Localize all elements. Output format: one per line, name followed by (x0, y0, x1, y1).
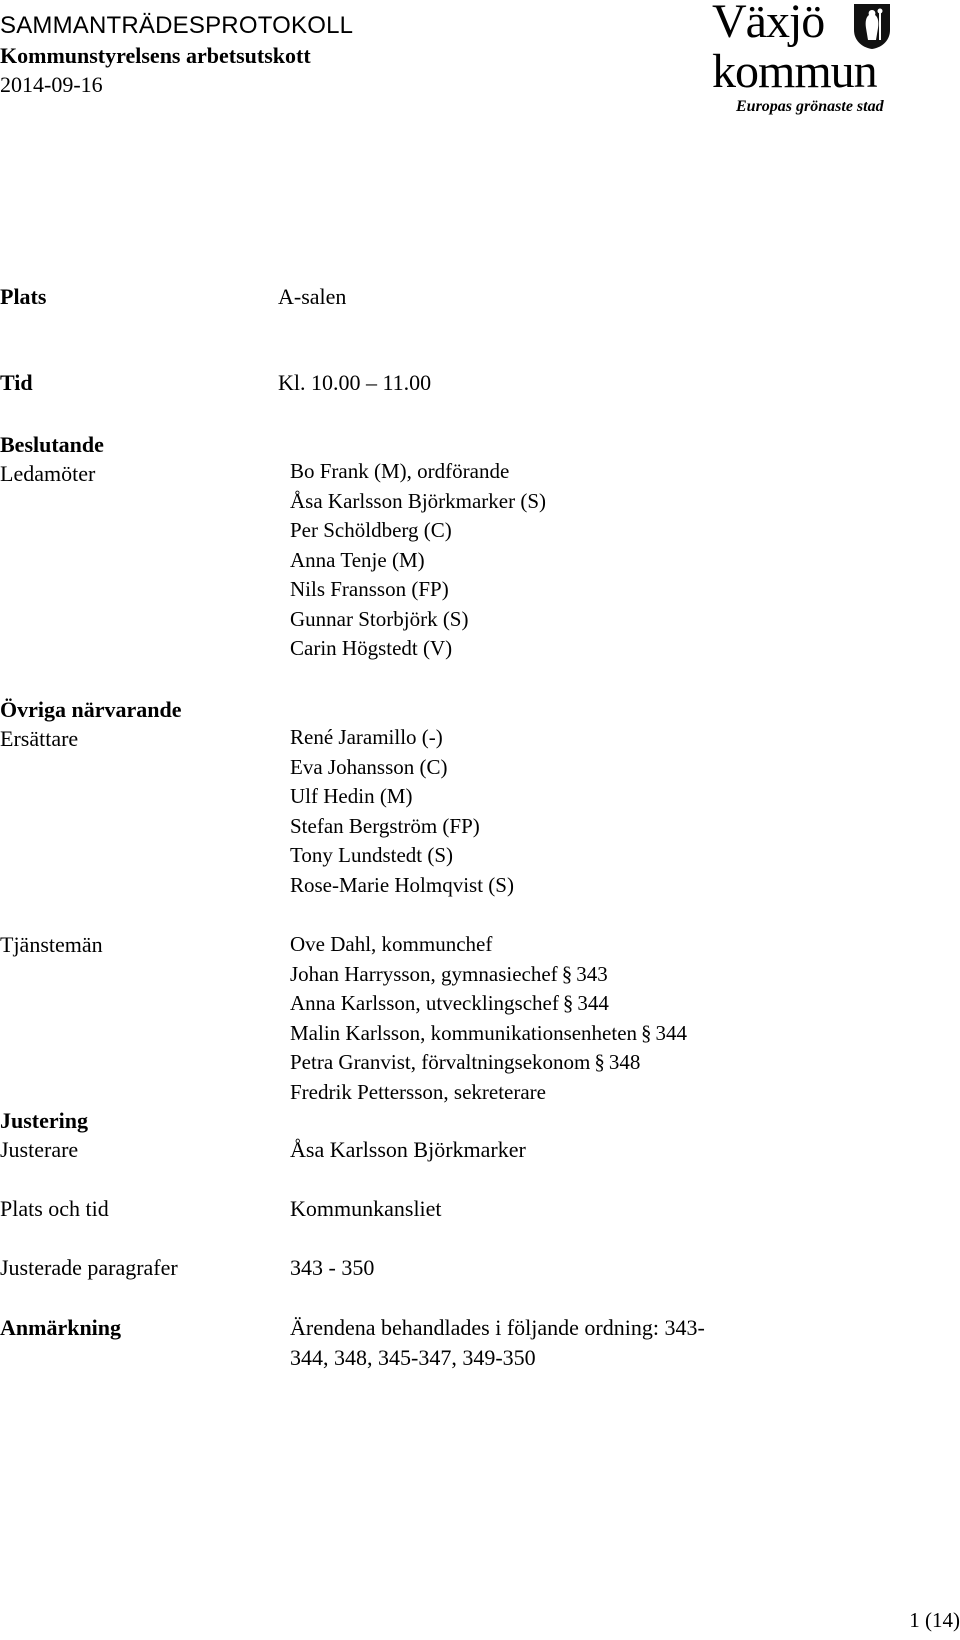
member-item: Bo Frank (M), ordförande (290, 459, 510, 483)
member-item: Åsa Karlsson Björkmarker (S) (290, 488, 547, 513)
adjuster-value: Åsa Karlsson Björkmarker (290, 1137, 526, 1162)
logo-word-vaxjo: Växjö (712, 0, 825, 48)
member-item: Per Schöldberg (C) (290, 518, 452, 542)
logo-tagline: Europas grönaste stad (736, 98, 884, 115)
section-sign-icon: § (641, 1020, 652, 1045)
document-type: SAMMANTRÄDESPROTOKOLL (0, 12, 354, 39)
place-time-value: Kommunkansliet (290, 1196, 442, 1221)
official-section: 344 (655, 1020, 688, 1045)
substitute-item: Stefan Bergström (FP) (290, 813, 480, 838)
substitute-item: René Jaramillo (-) (290, 725, 443, 749)
coat-of-arms-icon (852, 2, 892, 50)
member-item: Anna Tenje (M) (290, 547, 425, 572)
officials-label: Tjänstemän (0, 932, 103, 957)
substitutes-list (290, 723, 514, 900)
official-section: 344 (577, 991, 609, 1015)
note-label: Anmärkning (0, 1315, 122, 1340)
section-sign-icon: § (594, 1050, 605, 1074)
official-text: Fredrik Pettersson, sekreterare (290, 1079, 546, 1104)
official-section: 343 (576, 961, 608, 986)
official-section: 348 (608, 1050, 641, 1074)
section-sign-icon: § (561, 961, 573, 986)
deciding-heading: Beslutande (0, 432, 104, 457)
place-time-label: Plats och tid (0, 1196, 109, 1221)
member-item: Carin Högstedt (V) (290, 636, 453, 660)
members-list (290, 457, 546, 664)
substitute-item: Eva Johansson (C) (290, 754, 448, 779)
official-item (290, 1019, 687, 1049)
official-item (290, 960, 687, 990)
paragraphs-value: 343 - 350 (290, 1255, 375, 1280)
substitute-item: Rose-Marie Holmqvist (S) (290, 872, 514, 897)
official-text: Ove Dahl, kommunchef (290, 932, 493, 956)
meeting-date: 2014-09-16 (0, 72, 103, 97)
substitutes-label: Ersättare (0, 726, 79, 751)
adjuster-label: Justerare (0, 1137, 79, 1162)
time-value: Kl. 10.00 – 11.00 (278, 370, 432, 395)
place-label: Plats (0, 284, 47, 309)
member-item: Gunnar Storbjörk (S) (290, 606, 469, 631)
note-line-1: Ärendena behandlades i följande ordning: 343- (290, 1315, 705, 1340)
official-item (290, 1048, 687, 1078)
adjustment-heading: Justering (0, 1108, 88, 1133)
page-number: 1 (14) (909, 1608, 960, 1632)
vaxjo-kommun-logo (712, 0, 918, 124)
note-line-2: 344, 348, 345-347, 349-350 (290, 1345, 536, 1370)
official-text: Johan Harrysson, gymnasiechef (290, 961, 558, 986)
committee-name: Kommunstyrelsens arbetsutskott (0, 43, 311, 68)
official-text: Malin Karlsson, kommunikationsenheten (290, 1020, 638, 1045)
others-heading: Övriga närvarande (0, 697, 182, 722)
official-item (290, 930, 687, 960)
officials-list (290, 930, 687, 1107)
official-item (290, 1078, 687, 1108)
paragraphs-label: Justerade paragrafer (0, 1255, 178, 1280)
logo-word-kommun: kommun (712, 45, 877, 98)
official-text: Petra Granvist, förvaltningsekonom (290, 1050, 591, 1074)
official-item (290, 989, 687, 1019)
substitute-item: Ulf Hedin (M) (290, 784, 413, 808)
member-item: Nils Fransson (FP) (290, 577, 449, 601)
place-value: A-salen (278, 284, 347, 309)
official-text: Anna Karlsson, utvecklingschef (290, 991, 559, 1015)
time-label: Tid (0, 370, 33, 395)
section-sign-icon: § (562, 991, 574, 1015)
members-label: Ledamöter (0, 461, 96, 486)
substitute-item: Tony Lundstedt (S) (290, 843, 454, 867)
